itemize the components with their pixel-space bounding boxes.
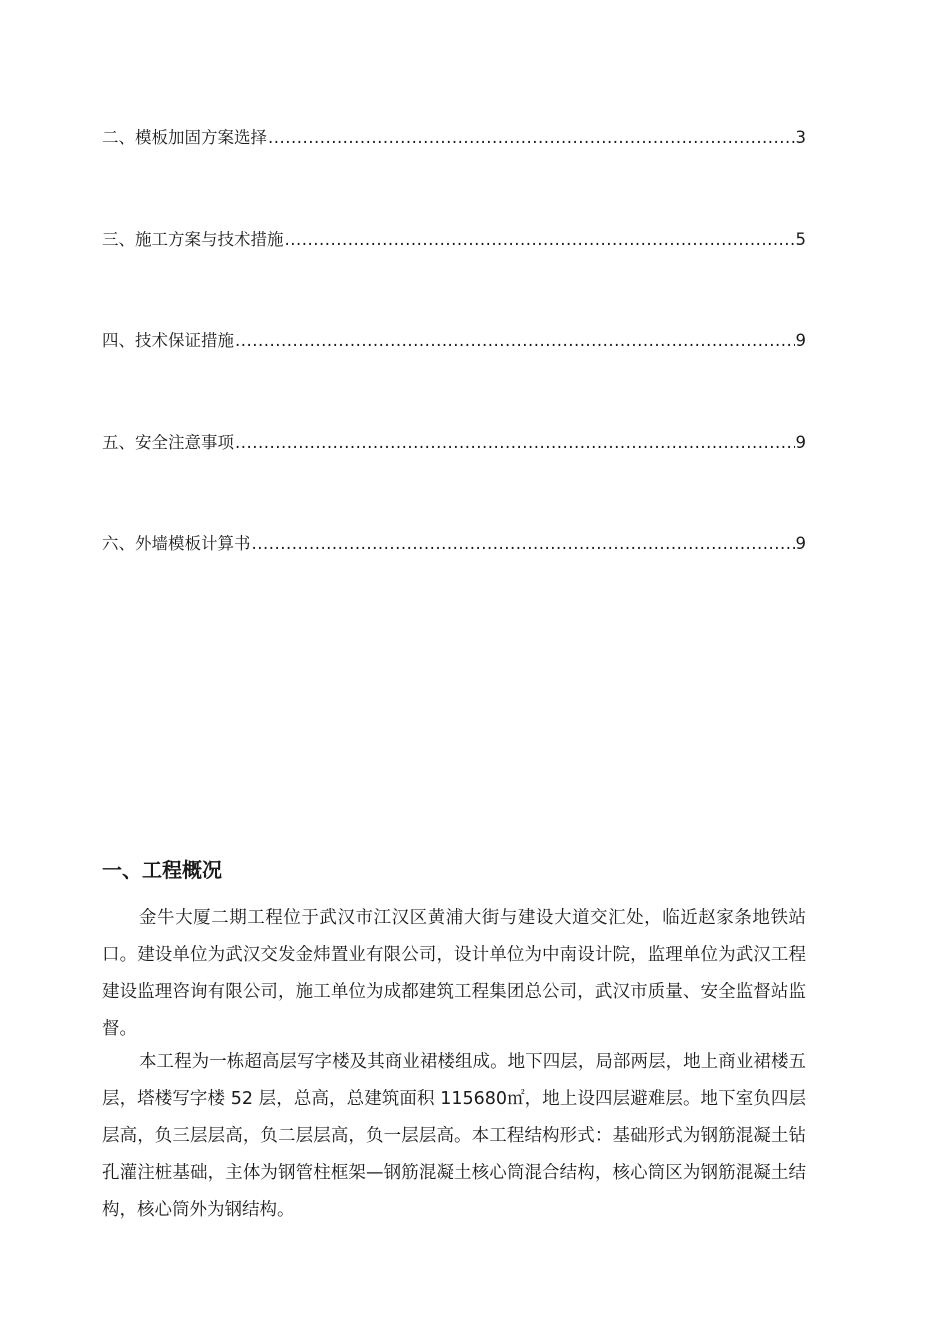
toc-entry-title: 二、模板加固方案选择 (102, 128, 267, 147)
toc-entry-title: 三、施工方案与技术措施 (102, 230, 284, 249)
section-heading: 一、工程概况 (102, 858, 222, 882)
toc-page-number: 9 (795, 433, 806, 452)
toc-page-number: 5 (795, 230, 806, 249)
toc-entry[interactable] (102, 532, 806, 556)
toc-page-number: 9 (795, 331, 806, 350)
body-paragraph: 金牛大厦二期工程位于武汉市江汉区黄浦大街与建设大道交汇处，临近赵家条地铁站口。建设单位为武汉交发金炜置业有限公司，设计单位为中南设计院，监理单位为武汉工程建设监理咨询有限公司，施工单位为成都建筑工程集团总公司，武汉市质量、安全监督站监督。 (102, 908, 806, 1039)
toc-entry[interactable] (102, 431, 806, 455)
toc-leader-dots (235, 431, 795, 455)
body-paragraph: 本工程为一栋超高层写字楼及其商业裙楼组成。地下四层，局部两层，地上商业裙楼五层，塔楼写字楼 52 层，总高，总建筑面积 115680㎡，地上设四层避难层。地下室负四层层高，负三层层高，负二层层高，负一层层高。本工程结构形式：基础形式为钢筋混凝土钻孔灌注桩基础，主体为钢管柱框架—钢筋混凝土核心筒混合结构，核心筒区为钢筋混凝土结构，核心筒外为钢结构。 (102, 1052, 806, 1220)
toc-entry-title: 六、外墙模板计算书 (102, 534, 251, 553)
toc-leader-dots (285, 228, 795, 252)
toc-leader-dots (268, 126, 795, 150)
toc-entry[interactable] (102, 329, 806, 353)
toc-page-number: 9 (795, 534, 806, 553)
toc-entry-title: 五、安全注意事项 (102, 433, 234, 452)
toc-page-number: 3 (795, 128, 806, 147)
toc-entry-title: 四、技术保证措施 (102, 331, 234, 350)
toc-entry[interactable] (102, 126, 806, 150)
toc-leader-dots (235, 329, 795, 353)
toc-entry[interactable] (102, 228, 806, 252)
toc-leader-dots (252, 532, 795, 556)
